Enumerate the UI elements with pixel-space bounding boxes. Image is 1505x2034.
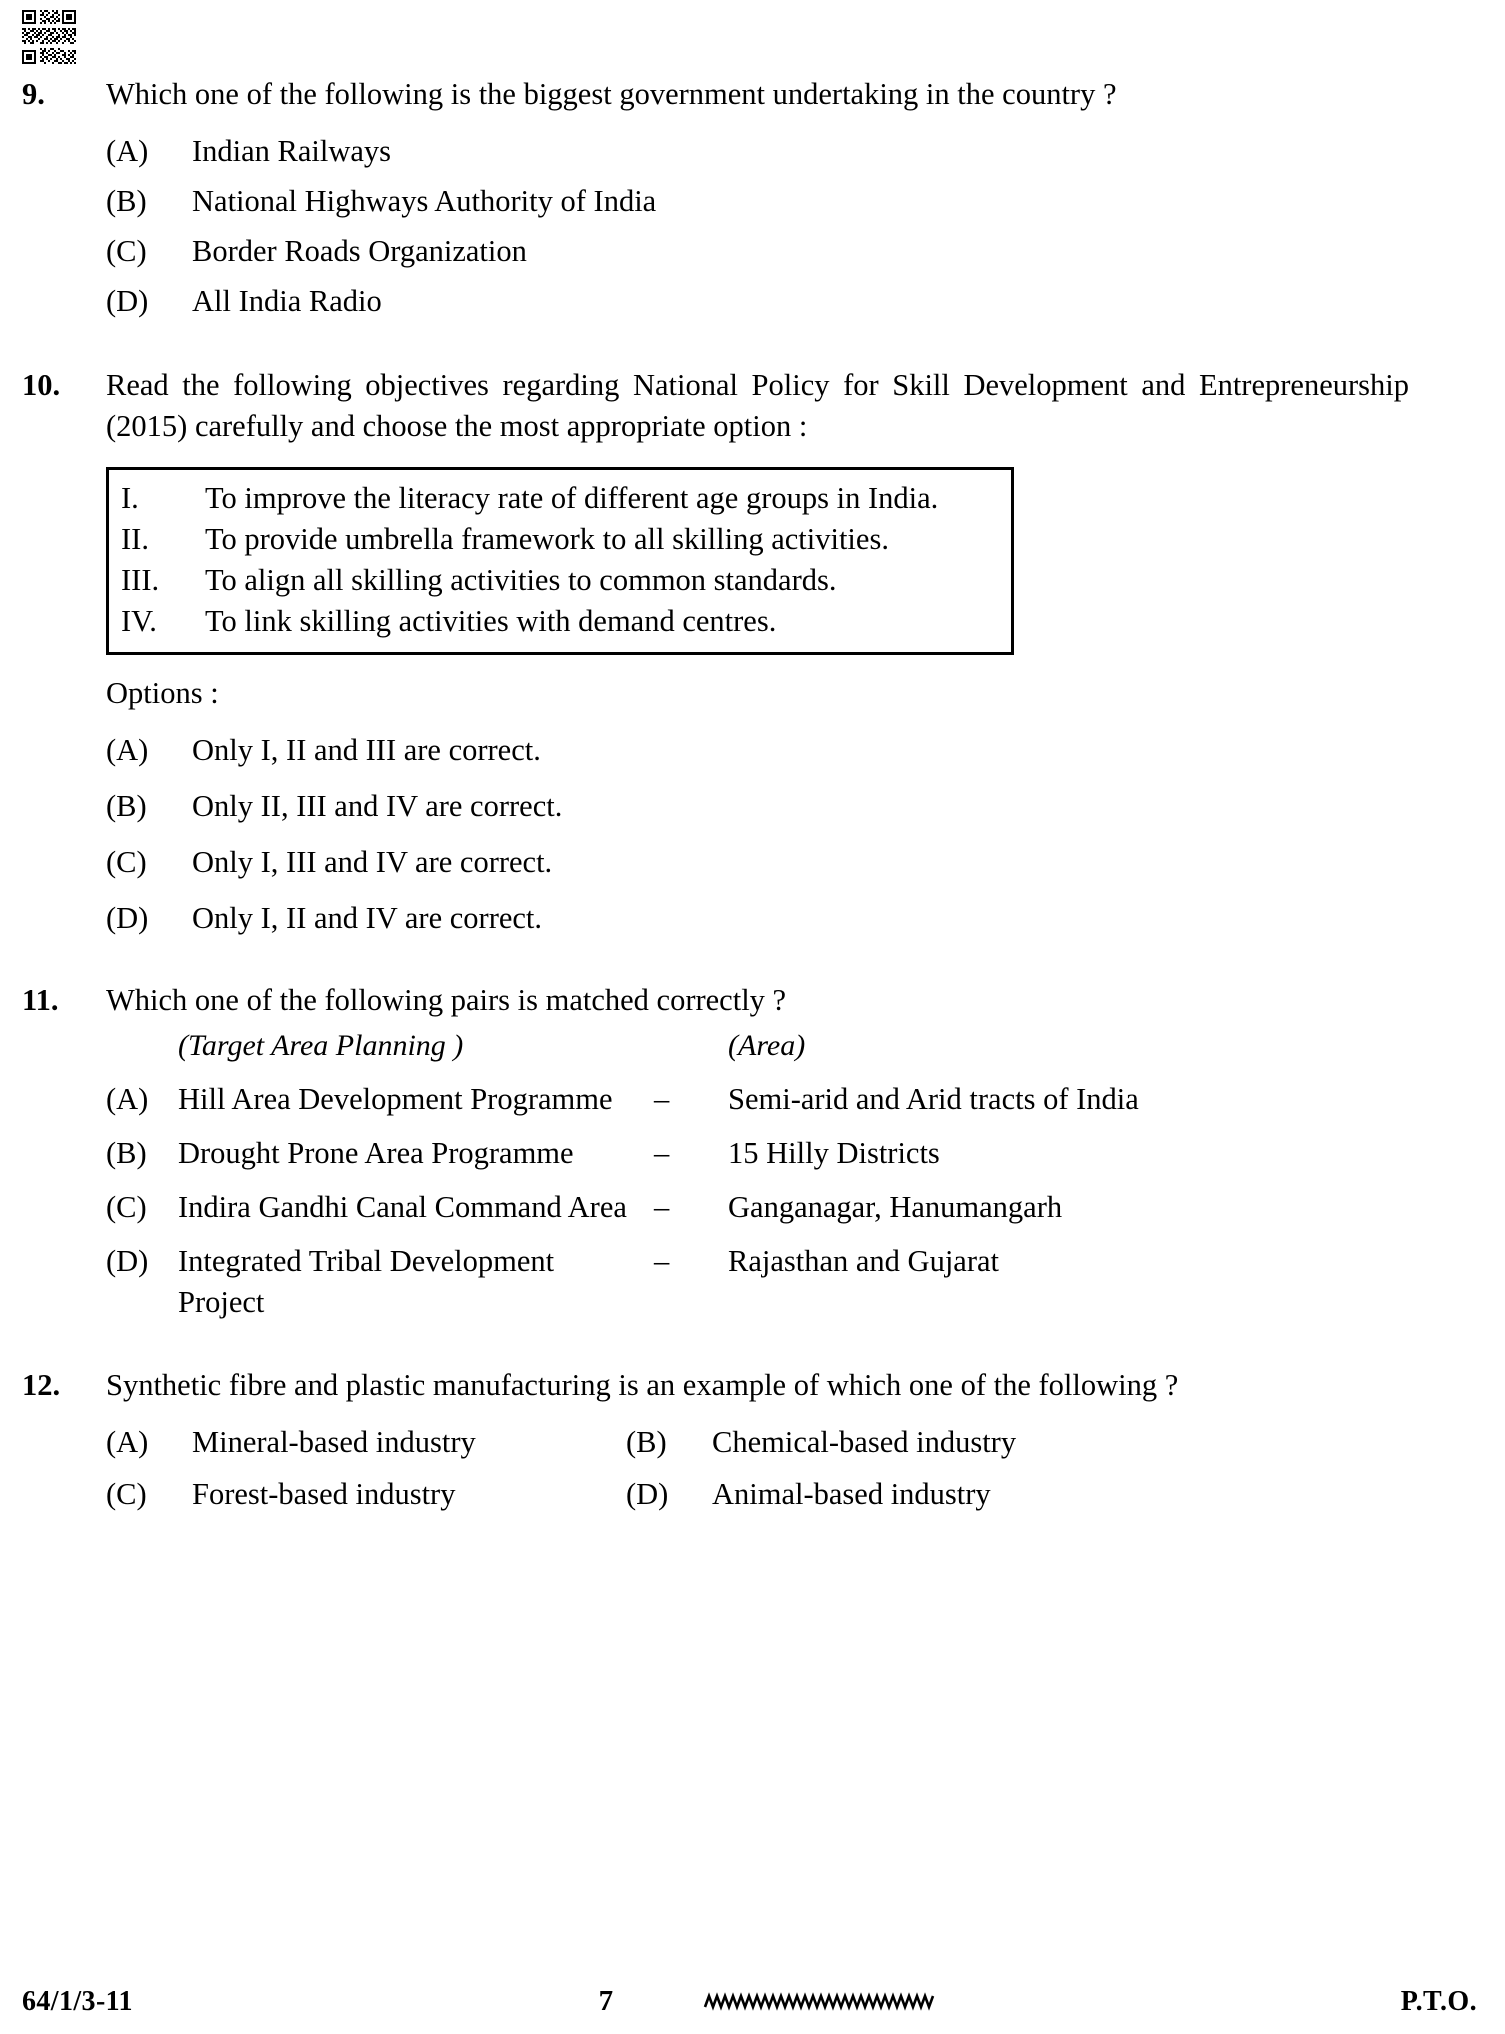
pair-dash: – xyxy=(654,1244,670,1278)
statement-row xyxy=(121,560,1001,601)
option-grid-row xyxy=(106,1474,1409,1515)
option-row[interactable] xyxy=(106,898,1409,939)
question-12 xyxy=(20,1365,1409,1526)
option-label: (D) xyxy=(106,284,149,318)
question-number: 10. xyxy=(22,368,61,402)
column-header-left: (Target Area Planning ) xyxy=(178,1029,464,1062)
question-number: 9. xyxy=(22,77,45,111)
pair-right-text: Semi-arid and Arid tracts of India xyxy=(728,1082,1139,1116)
option-text: Indian Railways xyxy=(192,134,392,168)
zigzag-divider-icon xyxy=(703,1991,935,2013)
option-text: Border Roads Organization xyxy=(192,234,527,268)
question-number: 11. xyxy=(22,983,59,1017)
pair-left-text: Indira Gandhi Canal Command Area xyxy=(178,1190,627,1224)
question-11 xyxy=(20,980,1409,1323)
statement-text: To link skilling activities with demand centres. xyxy=(205,604,777,638)
option-text: All India Radio xyxy=(192,284,382,318)
option-label: (B) xyxy=(626,1425,667,1459)
pair-left-text: Integrated Tribal Development Project xyxy=(178,1244,555,1319)
option-cell[interactable] xyxy=(626,1474,1409,1515)
question-list xyxy=(0,74,1505,1526)
pair-left-text: Drought Prone Area Programme xyxy=(178,1136,574,1170)
option-label: (C) xyxy=(106,1477,147,1511)
option-text: Forest-based industry xyxy=(192,1477,456,1511)
statement-text: To align all skilling activities to common standards. xyxy=(205,563,837,597)
spacer-cell xyxy=(648,1025,728,1066)
statement-number: II. xyxy=(121,522,149,556)
statement-row xyxy=(121,601,1001,642)
statement-text: To improve the literacy rate of different age groups in India. xyxy=(205,481,939,515)
pair-label: (D) xyxy=(106,1244,149,1278)
question-stem: Which one of the following is the biggest government undertaking in the country ? xyxy=(106,77,1117,111)
pair-left-text: Hill Area Development Programme xyxy=(178,1082,613,1116)
option-text: Animal-based industry xyxy=(712,1477,991,1511)
option-label: (D) xyxy=(626,1477,669,1511)
option-label: (B) xyxy=(106,184,147,218)
pair-row[interactable] xyxy=(106,1241,1409,1323)
option-row[interactable] xyxy=(106,786,1409,827)
option-row[interactable] xyxy=(106,842,1409,883)
option-label: (D) xyxy=(106,901,149,935)
option-text: National Highways Authority of India xyxy=(192,184,657,218)
option-text: Mineral-based industry xyxy=(192,1425,476,1459)
option-cell[interactable] xyxy=(626,1422,1409,1463)
statement-text: To provide umbrella framework to all skilling activities. xyxy=(205,522,889,556)
option-row[interactable] xyxy=(106,281,1409,322)
question-stem: Read the following objectives regarding National Policy for Skill Development and Entrepreneurship (2015) carefully and choose the most appropriate option : xyxy=(106,368,1409,443)
question-stem: Which one of the following pairs is matched correctly ? xyxy=(106,983,787,1017)
page-number: 7 xyxy=(598,1985,614,2017)
option-cell[interactable] xyxy=(106,1422,626,1463)
pair-dash: – xyxy=(654,1190,670,1224)
question-number: 12. xyxy=(22,1368,61,1402)
option-row[interactable] xyxy=(106,730,1409,771)
page-footer xyxy=(0,1985,1505,2018)
pair-row[interactable] xyxy=(106,1133,1409,1174)
paper-code: 64/1/3-11 xyxy=(22,1985,133,2017)
options-label: Options : xyxy=(106,676,219,710)
statement-row xyxy=(121,519,1001,560)
option-label: (C) xyxy=(106,234,147,268)
spacer xyxy=(20,954,1409,980)
statement-number: III. xyxy=(121,563,160,597)
option-cell[interactable] xyxy=(106,1474,626,1515)
pair-dash: – xyxy=(654,1136,670,1170)
option-label: (A) xyxy=(106,1425,149,1459)
option-row[interactable] xyxy=(106,231,1409,272)
spacer-cell xyxy=(106,1025,178,1066)
option-list xyxy=(106,131,1409,322)
option-text: Chemical-based industry xyxy=(712,1425,1017,1459)
option-label: (C) xyxy=(106,845,147,879)
option-label: (A) xyxy=(106,733,149,767)
pair-column-headers xyxy=(106,1025,1409,1066)
option-row[interactable] xyxy=(106,181,1409,222)
column-header-right: (Area) xyxy=(728,1029,806,1062)
option-row[interactable] xyxy=(106,131,1409,172)
pair-label: (C) xyxy=(106,1190,147,1224)
pair-label: (A) xyxy=(106,1082,149,1116)
option-list xyxy=(106,730,1409,939)
spacer xyxy=(20,1323,1409,1365)
option-label: (B) xyxy=(106,789,147,823)
option-text: Only I, II and III are correct. xyxy=(192,733,541,767)
spacer xyxy=(20,331,1409,365)
option-grid xyxy=(106,1422,1409,1515)
pair-right-text: 15 Hilly Districts xyxy=(728,1136,940,1170)
option-text: Only II, III and IV are correct. xyxy=(192,789,563,823)
statement-number: IV. xyxy=(121,604,157,638)
pair-row[interactable] xyxy=(106,1187,1409,1228)
question-stem: Synthetic fibre and plastic manufacturing is an example of which one of the following ? xyxy=(106,1368,1179,1402)
pair-right-text: Rajasthan and Gujarat xyxy=(728,1244,1000,1278)
statement-box xyxy=(106,467,1014,655)
pair-dash: – xyxy=(654,1082,670,1116)
statement-number: I. xyxy=(121,481,139,515)
option-text: Only I, II and IV are correct. xyxy=(192,901,543,935)
question-10 xyxy=(20,365,1409,954)
statement-row xyxy=(121,478,1001,519)
question-9 xyxy=(20,74,1409,331)
qr-code-icon xyxy=(20,8,78,66)
pair-row[interactable] xyxy=(106,1079,1409,1120)
pto-label: P.T.O. xyxy=(1400,1985,1478,2017)
option-label: (A) xyxy=(106,134,149,168)
pair-label: (B) xyxy=(106,1136,147,1170)
option-text: Only I, III and IV are correct. xyxy=(192,845,553,879)
pair-right-text: Ganganagar, Hanumangarh xyxy=(728,1190,1063,1224)
option-grid-row xyxy=(106,1422,1409,1463)
